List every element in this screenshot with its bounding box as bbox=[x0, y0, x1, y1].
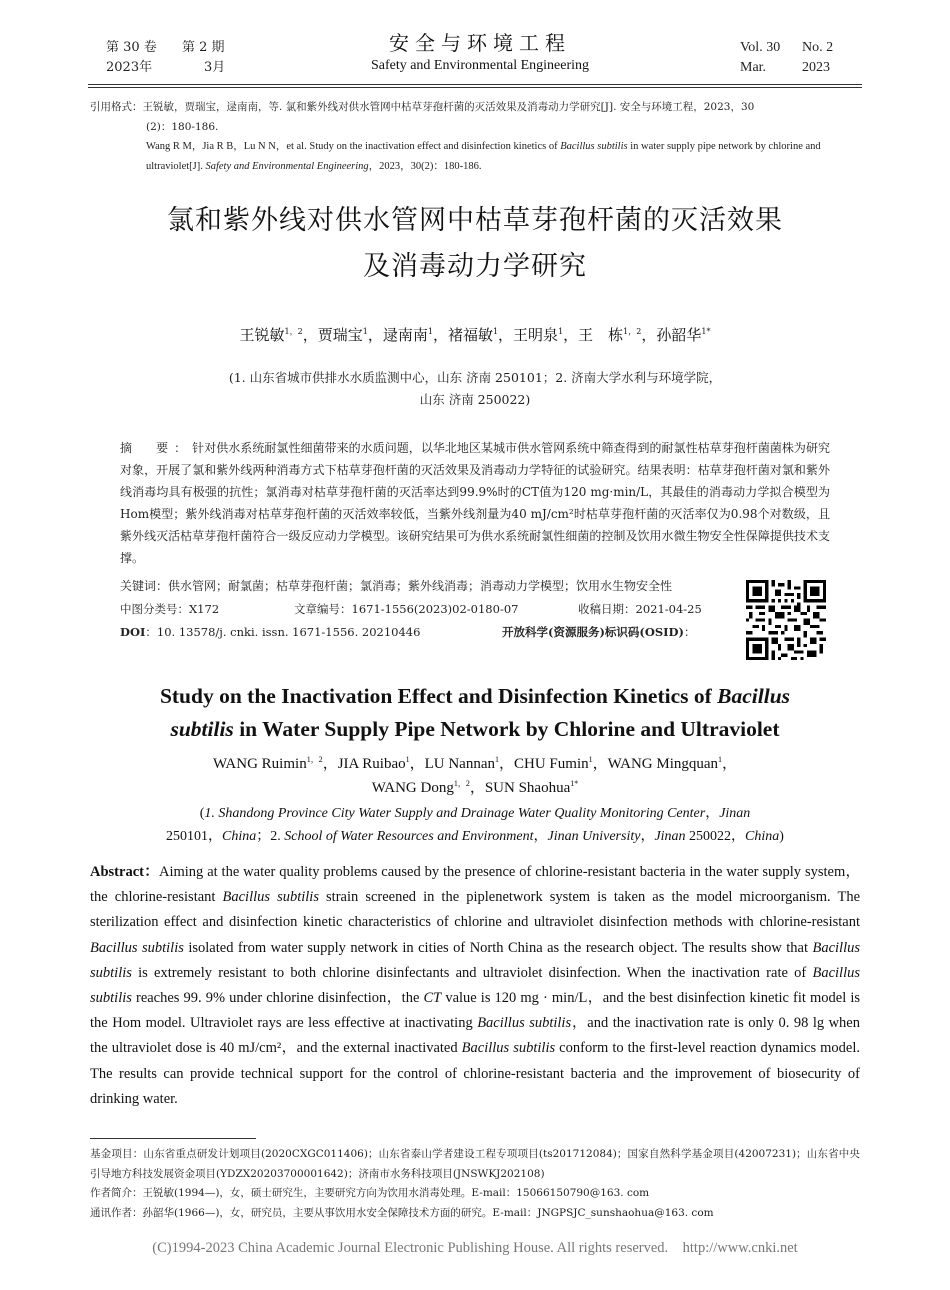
month-en: Mar. bbox=[740, 60, 767, 75]
author-bio-note: 作者简介：王锐敏(1994—)，女，硕士研究生，主要研究方向为饮用水消毒处理。E-mail：15066150790@163. com bbox=[90, 1187, 650, 1199]
year-en: 2023 bbox=[802, 60, 830, 75]
aff-part: School of Water Resources and Environment bbox=[284, 829, 534, 844]
year-zh: 2023年 bbox=[106, 60, 153, 75]
author-sup: 1，2 bbox=[284, 327, 303, 336]
affiliation-en bbox=[90, 802, 860, 848]
aff-part: ( bbox=[199, 806, 205, 821]
citation-block bbox=[90, 97, 868, 177]
species-name: Bacillus subtilis bbox=[461, 1040, 556, 1057]
abstract-text: is extremely resistant to both chlorine disinfectants and ultraviolet disinfection. When the inactivation rate of bbox=[131, 964, 813, 981]
aff-part: China bbox=[745, 829, 780, 844]
species-name: Bacillus subtilis bbox=[90, 939, 184, 956]
citation-en-part: in water supply pipe network by chlorine and ultraviolet[J]. bbox=[146, 141, 821, 172]
abstract-text: ，and the inactivation rate is only 0. 98 lg when the ultraviolet dose is 40 mJ/cm²，and the external inactivated bbox=[90, 1015, 860, 1057]
citation-en-part: ，2023，30(2)：180-186. bbox=[368, 161, 482, 172]
keywords-text: 供水管网；耐氯菌；枯草芽孢杆菌；氯消毒；紫外线消毒；消毒动力学模型；饮用水生物安全性 bbox=[168, 579, 673, 593]
title-en-genus: Bacillus bbox=[717, 684, 791, 708]
citation-en-journal: Safety and Environmental Engineering bbox=[205, 161, 369, 172]
author-sup: 1，2 bbox=[623, 327, 642, 336]
author-name: ，王 栋 bbox=[563, 326, 624, 344]
funding-note: 基金项目：山东省重点研发计划项目(2020CXGC011406)；山东省泰山学者建设工程专项项目(ts201712084)；国家自然科学基金项目(42007231)；山东省中央引导地方科技发展资金项目(YDZX20203700001642)；济南市水务科技项目(JNSWKJ202108) bbox=[90, 1148, 860, 1180]
aff-part: China bbox=[222, 829, 257, 844]
keywords bbox=[120, 575, 672, 597]
footnote-rule bbox=[90, 1138, 256, 1139]
abstract-en-label: Abstract： bbox=[90, 864, 159, 880]
author-sep: ， bbox=[722, 756, 738, 772]
document-code: 文章编号：1671-1556(2023)02-0180-07 bbox=[294, 602, 519, 616]
osid-line bbox=[502, 621, 695, 643]
title-en-part: Study on the Inactivation Effect and Disinfection Kinetics of bbox=[159, 684, 718, 708]
affiliation-zh-line1: (1. 山东省城市供排水水质监测中心，山东 济南 250101；2. 济南大学水利与环境学院， bbox=[228, 370, 722, 385]
author-sup: 1* bbox=[701, 327, 711, 336]
author-name: ，SUN Shaohua bbox=[469, 780, 571, 796]
title-zh-line2: 及消毒动力学研究 bbox=[363, 251, 587, 282]
affiliation-zh-line2: 山东 济南 250022) bbox=[419, 392, 531, 407]
journal-name-en: Safety and Environmental Engineering bbox=[370, 58, 590, 73]
species-name: Bacillus subtilis bbox=[90, 964, 860, 1007]
abstract-text: conform to the first-level reaction dynamics model. The results can provide technical support for the control of chlorine-resistant bacteria and the improvement of biosecurity of drinking water. bbox=[90, 1040, 860, 1107]
author-name: WANG Dong bbox=[371, 780, 454, 796]
author-name: WANG Ruimin bbox=[212, 756, 307, 772]
header-rule bbox=[88, 84, 862, 85]
aff-part: ， bbox=[705, 806, 720, 821]
author-sup: 1 bbox=[362, 327, 368, 336]
author-sup: 1 bbox=[588, 755, 593, 764]
species-name: Bacillus subtilis bbox=[222, 889, 319, 906]
title-en-line1 bbox=[90, 680, 860, 713]
volume-en: Vol. 30 bbox=[740, 40, 781, 55]
aff-part: ；2. bbox=[256, 829, 285, 844]
qr-code-icon[interactable] bbox=[746, 580, 826, 660]
header-rule-second bbox=[88, 87, 862, 88]
citation-zh-line2: (2)：180-186. bbox=[146, 121, 219, 133]
authors-zh bbox=[90, 323, 860, 347]
month-zh: 3月 bbox=[204, 60, 226, 75]
citation-en bbox=[90, 137, 868, 177]
abstract-text: Aiming at the water quality problems caused by the presence of chlorine-resistant bacteria in the water supply system，the chlorine-resistant bbox=[90, 864, 860, 906]
aff-part: Jinan bbox=[654, 829, 686, 844]
aff-part: 250022， bbox=[685, 829, 746, 844]
author-name: ，CHU Fumin bbox=[499, 756, 589, 772]
osid-suffix: ： bbox=[683, 625, 696, 639]
author-name: ，贾瑞宝 bbox=[302, 326, 363, 344]
author-sup: 1 bbox=[427, 327, 433, 336]
aff-part: Jinan University bbox=[547, 829, 641, 844]
journal-issue-right bbox=[740, 38, 833, 78]
abstract-zh-text: 针对供水系统耐氯性细菌带来的水质问题，以华北地区某城市供水管网系统中筛查得到的耐氯性枯草芽孢杆菌菌株为研究对象，开展了氯和紫外线两种消毒方式下枯草芽孢杆菌的灭活效果及消毒动力学特征的试验研究。结果表明：枯草芽孢杆菌对氯和紫外线消毒均具有极强的抗性；氯消毒对枯草芽孢杆菌的灭活率达到99.9%时的CT值为120 mg·min/L，其最佳的消毒动力学拟合模型为Hom模型；紫外线消毒对枯草芽孢杆菌的灭活效率较低，当紫外线剂量为40 mJ/cm²时枯草芽孢杆菌的灭活率仅为0.98个对数级，且紫外线灭活枯草芽孢杆菌符合一级反应动力学模型。该研究结果可为供水系统耐氯性细菌的控制及饮用水微生物安全性保障提供技术支撑。 bbox=[120, 441, 830, 565]
osid-label: 开放科学(资源服务)标识码(OSID) bbox=[502, 625, 684, 639]
authors-en bbox=[90, 752, 860, 800]
author-name: ，褚福敏 bbox=[432, 326, 493, 344]
title-en-part: in Water Supply Pipe Network by Chlorine and Ultraviolet bbox=[233, 717, 780, 741]
volume-zh: 第 30 卷 bbox=[106, 40, 157, 55]
author-name: ，LU Nannan bbox=[409, 756, 496, 772]
clc-number: 中图分类号：X172 bbox=[120, 602, 220, 616]
abstract-text: strain screened in the piplenetwork system is taken as the model microorganism. The sterilization effect and disinfection kinetic characteristics of chlorine and ultraviolet disinfection methods with chlorine-resistant bbox=[90, 889, 861, 931]
author-sup: 1，2 bbox=[306, 755, 323, 764]
footnotes bbox=[90, 1145, 860, 1223]
affiliation-en-line2 bbox=[90, 825, 860, 848]
author-name: ，JIA Ruibao bbox=[322, 756, 406, 772]
abstract-text: value is 120 mg · min/L，and the best disinfection kinetic fit model is the Hom model. Ultraviolet rays are less effective at inactivating bbox=[90, 990, 860, 1032]
citation-zh-line1: 引用格式：王锐敏，贾瑞宝，逯南南，等. 氯和紫外线对供水管网中枯草芽孢杆菌的灭活效果及消毒动力学研究[J]. 安全与环境工程，2023，30 bbox=[90, 101, 755, 113]
aff-part: ， bbox=[640, 829, 655, 844]
author-sup: 1，2 bbox=[453, 779, 470, 788]
aff-part: 1. Shandong Province City Water Supply and Drainage Water Quality Monitoring Center bbox=[204, 806, 706, 821]
aff-part: ， bbox=[533, 829, 548, 844]
issue-en: No. 2 bbox=[802, 40, 834, 55]
author-sup: 1* bbox=[570, 779, 579, 788]
doi-label: DOI bbox=[120, 625, 146, 639]
author-name: ，WANG Mingquan bbox=[592, 756, 719, 772]
abstract-zh-label: 摘 要： bbox=[120, 441, 193, 455]
ct-symbol: CT bbox=[423, 990, 442, 1007]
affiliation-en-line1 bbox=[90, 802, 860, 825]
abstract-zh bbox=[120, 437, 830, 569]
author-name: 王锐敏 bbox=[239, 326, 285, 344]
aff-part: ) bbox=[779, 829, 784, 844]
aff-part: Jinan bbox=[719, 806, 751, 821]
doi-value: ：10. 13578/j. cnki. issn. 1671-1556. 20210446 bbox=[145, 625, 421, 639]
author-sup: 1 bbox=[558, 327, 564, 336]
classification-line bbox=[120, 598, 702, 620]
species-name: Bacillus subtilis bbox=[477, 1015, 572, 1032]
authors-en-line2 bbox=[90, 776, 860, 800]
received-date: 收稿日期：2021-04-25 bbox=[578, 602, 702, 616]
copyright-notice: (C)1994-2023 China Academic Journal Electronic Publishing House. All rights reserved. http://www.cnki.net bbox=[152, 1240, 798, 1256]
author-name: ，逯南南 bbox=[367, 326, 428, 344]
title-zh-line1: 氯和紫外线对供水管网中枯草芽孢杆菌的灭活效果 bbox=[167, 205, 783, 236]
issue-zh: 第 2 期 bbox=[182, 40, 225, 55]
journal-name bbox=[330, 30, 630, 76]
author-sup: 1 bbox=[495, 755, 500, 764]
title-en bbox=[90, 680, 860, 746]
author-sup: 1 bbox=[492, 327, 499, 336]
affiliation-zh bbox=[90, 367, 860, 411]
doi-line bbox=[120, 621, 420, 643]
abstract-text: isolated from water supply network in cities of North China as the research object. The results show that bbox=[183, 939, 813, 956]
abstract-text: reaches 99. 9% under chlorine disinfection，the bbox=[131, 990, 424, 1007]
journal-name-zh: 安全与环境工程 bbox=[389, 31, 571, 55]
title-en-line2 bbox=[90, 713, 860, 746]
citation-en-species: Bacillus subtilis bbox=[560, 141, 628, 152]
author-sup: 1 bbox=[405, 755, 410, 764]
title-en-species: subtilis bbox=[170, 717, 234, 741]
keywords-label: 关键词： bbox=[120, 579, 169, 593]
author-name: ，孙韶华 bbox=[641, 326, 702, 344]
corresponding-author-note: 通讯作者：孙韶华(1966—)，女，研究员，主要从事饮用水安全保障技术方面的研究。E-mail：JNGPSJC_sunshaohua@163. com bbox=[90, 1206, 714, 1219]
title-zh bbox=[90, 198, 860, 290]
species-name: Bacillus subtilis bbox=[90, 939, 860, 981]
aff-part: 250101， bbox=[166, 829, 223, 844]
authors-en-line1 bbox=[90, 752, 860, 776]
author-sup: 1 bbox=[718, 755, 723, 764]
citation-en-part: Wang R M，Jia R B，Lu N N，et al. Study on the inactivation effect and disinfection kinetics of bbox=[146, 141, 561, 152]
author-name: ，王明泉 bbox=[498, 326, 559, 344]
abstract-en bbox=[90, 860, 860, 1112]
journal-issue-left bbox=[106, 38, 225, 78]
